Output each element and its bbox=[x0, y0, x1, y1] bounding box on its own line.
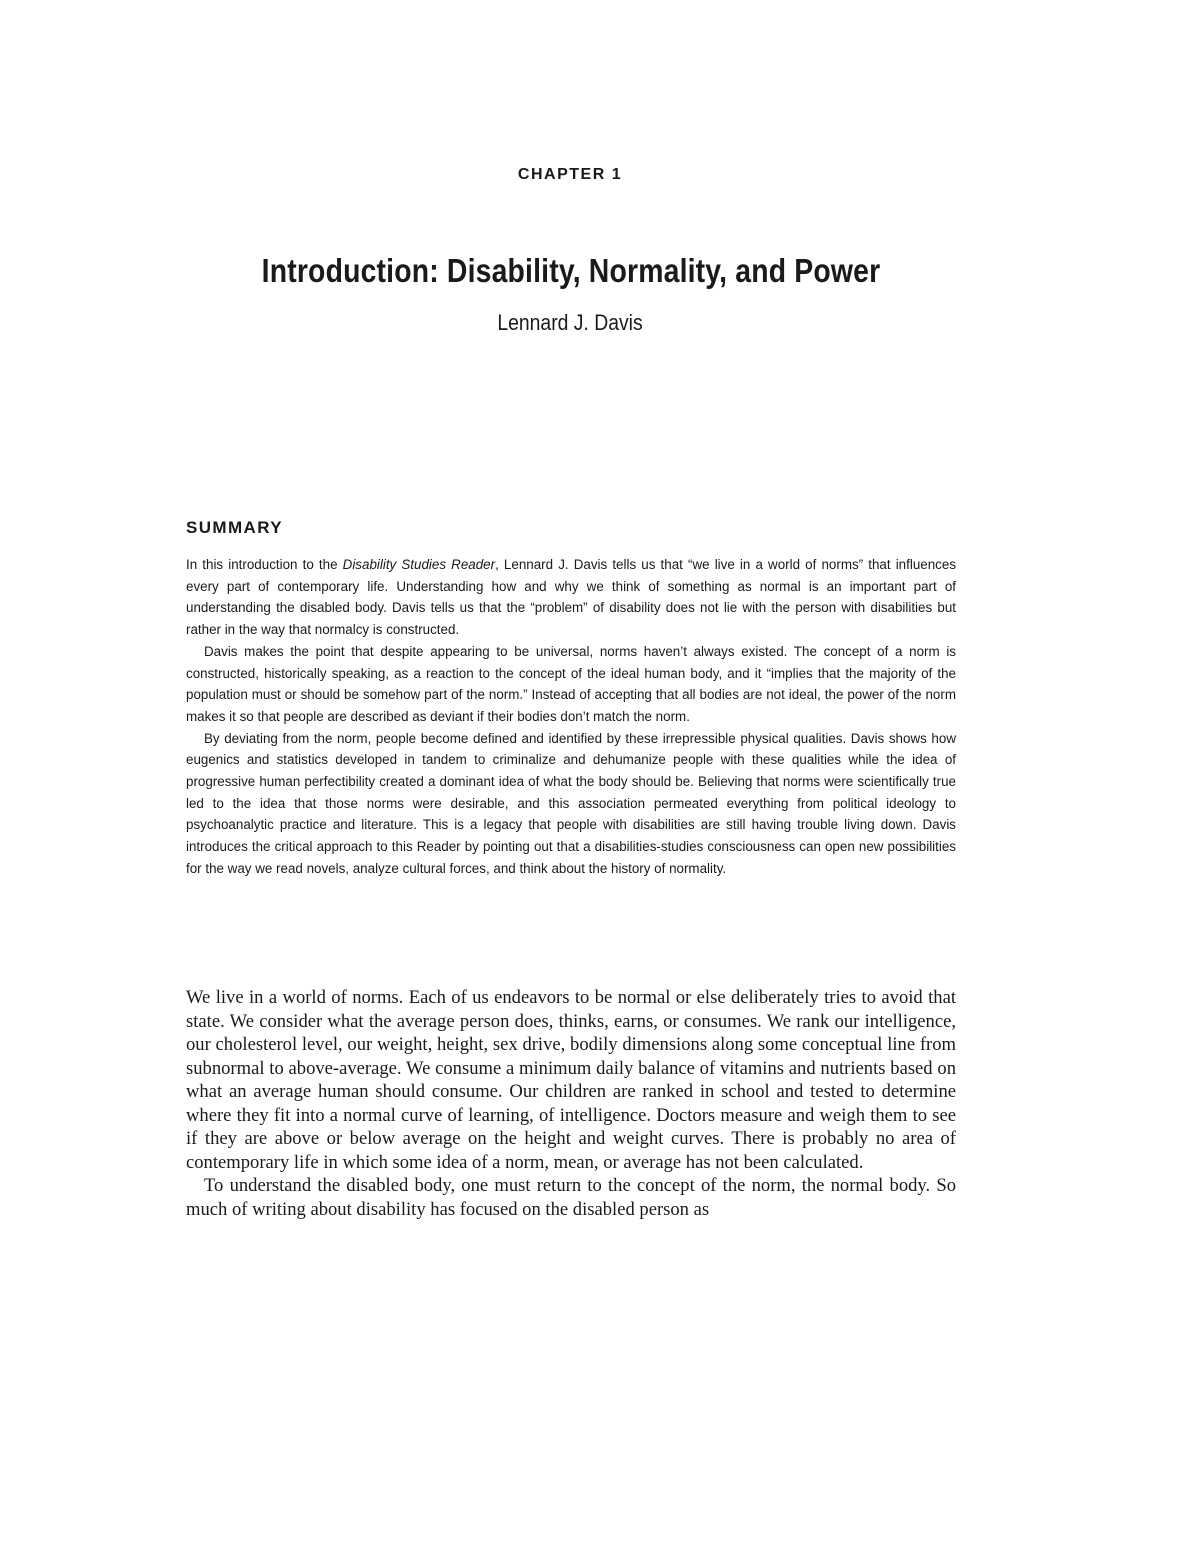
chapter-author: Lennard J. Davis bbox=[497, 310, 643, 335]
summary-paragraph-1 bbox=[186, 554, 956, 641]
chapter-title: Introduction: Disability, Normality, and Power bbox=[261, 252, 881, 289]
chapter-label: CHAPTER 1 bbox=[517, 166, 623, 183]
summary-paragraph-3: By deviating from the norm, people become defined and identified by these irrepressible physical qualities. Davis shows how eugenics and statistics developed in tandem to criminalize and dehumanize people with these qualities while the idea of progressive human perfectibility created a dominant idea of what the body should be. Believing that norms were scientifically true led to the idea that those norms were desirable, and this association permeated everything from political ideology to psychoanalytic practice and literature. This is a legacy that people with disabilities are still having trouble living down. Davis introduces the critical approach to this Reader by pointing out that a disabilities-studies consciousness can open new possibilities for the way we read novels, analyze cultural forces, and think about the history of normality. bbox=[186, 730, 956, 876]
summary-paragraph-1-lead: In this introduction to the bbox=[186, 557, 343, 572]
body-paragraph-1: We live in a world of norms. Each of us endeavors to be normal or else deliberately tries to avoid that state. We consider what the average person does, thinks, earns, or consumes. We rank our intelligence, our cholesterol level, our weight, height, sex drive, bodily dimensions along some conceptual line from subnormal to above-average. We consume a minimum daily balance of vitamins and nutrients based on what an average human should consume. Our children are ranked in school and tested to determine where they fit into a normal curve of learning, of intelligence. Doctors measure and weigh them to see if they are above or below average on the height and weight curves. There is probably no area of contemporary life in which some idea of a norm, mean, or average has not been calculated. bbox=[186, 987, 956, 1173]
summary-paragraph-2: Davis makes the point that despite appearing to be universal, norms haven’t always existed. The concept of a norm is constructed, historically speaking, as a reaction to the concept of the ideal human body, and it “implies that the majority of the population must or should be somehow part of the norm.” Instead of accepting that all bodies are not ideal, the power of the norm makes it so that people are described as deviant if their bodies don’t match the norm. bbox=[186, 643, 956, 724]
summary-paragraph-1-rest: , Lennard J. Davis tells us that “we live in a world of norms” that influences every part of contemporary life. Understanding how and why we think of something as normal is an important part of understanding the disabled body. Davis tells us that the “problem” of disability does not lie with the person with disabilities but rather in the way that normalcy is constructed. bbox=[186, 557, 957, 638]
summary-heading: SUMMARY bbox=[186, 518, 283, 537]
summary-section bbox=[186, 554, 956, 880]
body-paragraph-2: To understand the disabled body, one must return to the concept of the norm, the normal body. So much of writing about disability has focused on the disabled person as bbox=[186, 1175, 956, 1220]
book-title-italic: Disability Studies Reader bbox=[342, 557, 496, 572]
body-text bbox=[186, 986, 956, 1221]
